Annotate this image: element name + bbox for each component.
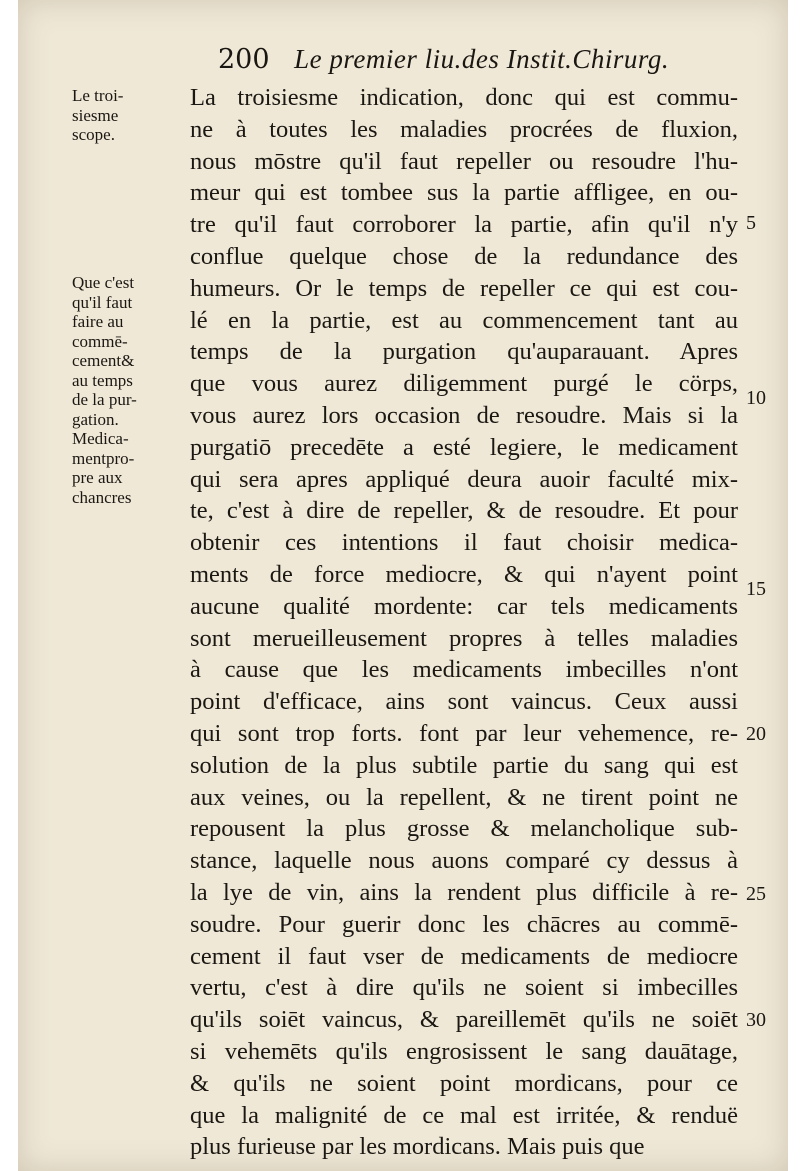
line-number: 15 xyxy=(746,578,766,600)
text-line: vertu, c'est à dire qu'ils ne soient si imbecilles xyxy=(190,974,738,1002)
text-line: temps de la purgation qu'auparauant. Apres xyxy=(190,338,738,366)
text-line: si vehemēts qu'ils engrosissent le sang dauātage, xyxy=(190,1037,738,1065)
running-header xyxy=(218,44,669,75)
text-line: tre qu'il faut corroborer la partie, afin qu'il n'y xyxy=(190,211,738,239)
text-line: aucune qualité mordente: car tels medicaments xyxy=(190,592,738,620)
line-number: 10 xyxy=(746,387,766,409)
margin-note-line: Que c'est xyxy=(72,273,135,292)
text-line: solution de la plus subtile partie du sang qui est xyxy=(190,751,738,779)
margin-note-line: qu'il faut xyxy=(72,292,133,312)
line-number: 5 xyxy=(746,212,756,234)
margin-note-line: cement& xyxy=(72,351,135,370)
text-line: lé en la partie, est au commencement tant au xyxy=(190,306,738,334)
text-line: & qu'ils ne soient point mordicans, pour ce xyxy=(190,1069,738,1097)
margin-note-line: mentpro- xyxy=(72,448,135,468)
margin-note-line: Medica- xyxy=(72,429,129,448)
text-line: plus furieuse par les mordicans. Mais puis que xyxy=(190,1133,645,1161)
text-line: nous mōstre qu'il faut repeller ou resoudre l'hu- xyxy=(190,147,738,175)
text-line: te, c'est à dire de repeller, & de resoudre. Et pour xyxy=(190,497,738,525)
margin-note-line: pre aux xyxy=(72,468,123,487)
page-number: 200 xyxy=(218,44,270,75)
text-line: vous aurez lors occasion de resoudre. Mais si la xyxy=(190,401,738,429)
text-line: meur qui est tombee sus la partie affligee, en ou- xyxy=(190,179,738,207)
text-line: purgatiō precedēte a esté legiere, le medicament xyxy=(190,433,738,461)
line-number: 20 xyxy=(746,723,766,745)
margin-note-line: commē- xyxy=(72,331,128,351)
text-line: ne à toutes les maladies procrées de fluxion, xyxy=(190,115,738,143)
text-line: conflue quelque chose de la redundance des xyxy=(190,242,738,270)
margin-note-line: Le troi- xyxy=(72,86,124,105)
text-line: aux veines, ou la repellent, & ne tirent point ne xyxy=(190,783,738,811)
text-line: à cause que les medicaments imbecilles n'ont xyxy=(190,656,738,684)
line-number: 25 xyxy=(746,883,766,905)
margin-note-line: au temps xyxy=(72,370,133,390)
book-page xyxy=(18,0,788,1171)
text-line: ments de force mediocre, & qui n'ayent point xyxy=(190,560,738,588)
margin-note-line: gation. xyxy=(72,409,119,429)
margin-note-line: scope. xyxy=(72,125,115,144)
text-line: point d'efficace, ains sont vaincus. Ceux aussi xyxy=(190,688,738,716)
text-line: humeurs. Or le temps de repeller ce qui est cou- xyxy=(190,274,738,302)
text-line: cement il faut vser de medicaments de mediocre xyxy=(190,942,738,970)
margin-note-line: de la pur- xyxy=(72,390,137,409)
text-line: sont merueilleusement propres à telles maladies xyxy=(190,624,738,652)
text-line: stance, laquelle nous auons comparé cy dessus à xyxy=(190,847,738,875)
text-line: qui sont trop forts. font par leur vehemence, re- xyxy=(190,719,738,747)
margin-note-line: chancres xyxy=(72,487,132,507)
text-line: soudre. Pour guerir donc les chācres au commē- xyxy=(190,910,738,938)
text-line: qui sera apres appliqué deura auoir faculté mix- xyxy=(190,465,738,493)
text-line: que vous aurez diligemment purgé le cörps, xyxy=(190,370,738,398)
running-title: Le premier liu.des Instit.Chirurg. xyxy=(294,44,670,74)
text-line: repousent la plus grosse & melancholique sub- xyxy=(190,815,738,843)
text-line: la lye de vin, ains la rendent plus difficile à re- xyxy=(190,878,738,906)
text-line: La troisiesme indication, donc qui est commu- xyxy=(190,84,738,111)
margin-note-treatment xyxy=(72,273,176,507)
body-text xyxy=(190,82,738,1163)
line-number: 30 xyxy=(746,1009,766,1031)
text-line: que la malignité de ce mal est irritée, & renduë xyxy=(190,1101,738,1129)
margin-note-line: faire au xyxy=(72,312,124,331)
text-line: qu'ils soiēt vaincus, & pareillemēt qu'ils ne soiēt xyxy=(190,1006,738,1034)
margin-note-third-scope xyxy=(72,86,176,145)
text-line: obtenir ces intentions il faut choisir medica- xyxy=(190,529,738,557)
margin-note-line: siesme xyxy=(72,105,119,125)
